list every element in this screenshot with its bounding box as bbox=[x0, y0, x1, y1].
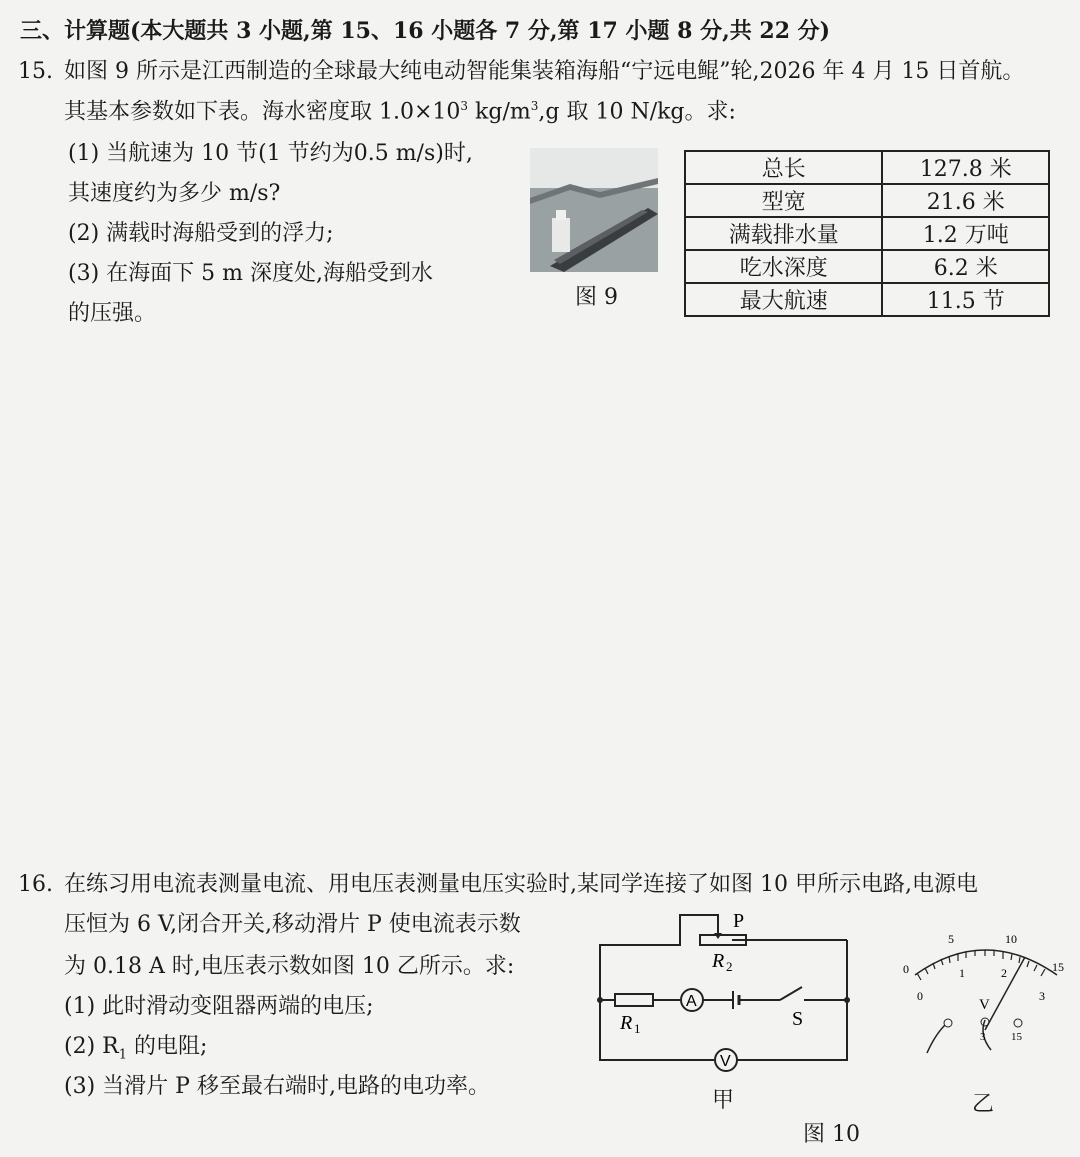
bottom-tick-label: 1 bbox=[959, 966, 965, 980]
q15-line2: 其基本参数如下表。海水密度取 $1.0\times 10^3$ $kg/m^3,g$ 取 10 N/kg。求: bbox=[64, 99, 736, 125]
q16-sub3: (3) 当滑片 P 移至最右端时,电路的电功率。 bbox=[64, 1074, 490, 1099]
terminal-15-label: 15 bbox=[1011, 1031, 1022, 1043]
voltmeter-icon: V bbox=[720, 1053, 731, 1070]
table-key: 总长 bbox=[685, 151, 882, 184]
fig9-caption: 图 9 bbox=[575, 285, 618, 310]
table-row bbox=[685, 151, 1049, 184]
q15-sub1b: 其速度约为多少 m/s? bbox=[68, 181, 281, 206]
table-row bbox=[685, 283, 1049, 316]
top-tick-label: 5 bbox=[948, 932, 954, 946]
ammeter-icon: A bbox=[686, 993, 697, 1010]
fig10-caption: 图 10 bbox=[803, 1122, 860, 1147]
section-title: 三、计算题(本大题共 3 小题,第 15、16 小题各 7 分,第 17 小题 8 分,共 22 分) bbox=[20, 18, 831, 44]
bottom-tick-label: 2 bbox=[1001, 966, 1007, 980]
table-key: 最大航速 bbox=[685, 283, 882, 316]
top-tick-label: 15 bbox=[1052, 960, 1064, 974]
q15-sub2: (2) 满载时海船受到的浮力; bbox=[68, 221, 334, 246]
table-value: 1.2 万吨 bbox=[882, 217, 1049, 250]
table-value: 21.6 米 bbox=[882, 184, 1049, 217]
voltmeter-dial bbox=[895, 925, 1075, 1060]
caption-yi: 乙 bbox=[972, 1092, 995, 1117]
table-value: 6.2 米 bbox=[882, 250, 1049, 283]
top-tick-label: 10 bbox=[1005, 932, 1017, 946]
q15-sub3a: (3) 在海面下 5 m 深度处,海船受到水 bbox=[68, 261, 433, 286]
q15-sub3b: 的压强。 bbox=[68, 301, 157, 326]
label-r2: R bbox=[712, 950, 725, 972]
table-row bbox=[685, 184, 1049, 217]
table-key: 满载排水量 bbox=[685, 217, 882, 250]
label-r1: R bbox=[620, 1012, 633, 1034]
q16-sub1: (1) 此时滑动变阻器两端的电压; bbox=[64, 994, 374, 1019]
q15-line1: 如图 9 所示是江西制造的全球最大纯电动智能集装箱海船“宁远电鲲”轮,2026 年 4 月 15 日首航。 bbox=[64, 59, 1025, 84]
table-key: 吃水深度 bbox=[685, 250, 882, 283]
table-row bbox=[685, 217, 1049, 250]
terminal-3-label: 3 bbox=[980, 1031, 986, 1043]
bottom-tick-label: 0 bbox=[917, 989, 923, 1003]
q15-number: 15. bbox=[18, 59, 53, 84]
top-tick-label: 0 bbox=[903, 962, 909, 976]
label-r1-sub: 1 bbox=[634, 1021, 641, 1036]
spec-table bbox=[684, 150, 1050, 317]
bottom-tick-label: 3 bbox=[1039, 989, 1045, 1003]
table-value: 127.8 米 bbox=[882, 151, 1049, 184]
q16-line3: 为 0.18 A 时,电压表示数如图 10 乙所示。求: bbox=[64, 954, 515, 979]
label-r2-sub: 2 bbox=[726, 959, 733, 974]
q15-sub1a: (1) 当航速为 10 节(1 节约为0.5 m/s)时, bbox=[68, 141, 473, 166]
label-p: P bbox=[733, 910, 745, 932]
meter-unit: V bbox=[979, 997, 990, 1013]
q16-sub2: (2) $R_1$ 的电阻; bbox=[64, 1034, 208, 1063]
ship-photo bbox=[530, 148, 658, 272]
table-value: 11.5 节 bbox=[882, 283, 1049, 316]
circuit-diagram bbox=[590, 905, 860, 1075]
caption-jia: 甲 bbox=[712, 1088, 735, 1113]
q16-line2: 压恒为 6 V,闭合开关,移动滑片 P 使电流表示数 bbox=[64, 912, 521, 937]
label-s: S bbox=[792, 1008, 804, 1030]
table-row bbox=[685, 250, 1049, 283]
table-key: 型宽 bbox=[685, 184, 882, 217]
q16-number: 16. bbox=[18, 872, 53, 897]
q16-line1: 在练习用电流表测量电流、用电压表测量电压实验时,某同学连接了如图 10 甲所示电路,电源电 bbox=[64, 872, 978, 897]
